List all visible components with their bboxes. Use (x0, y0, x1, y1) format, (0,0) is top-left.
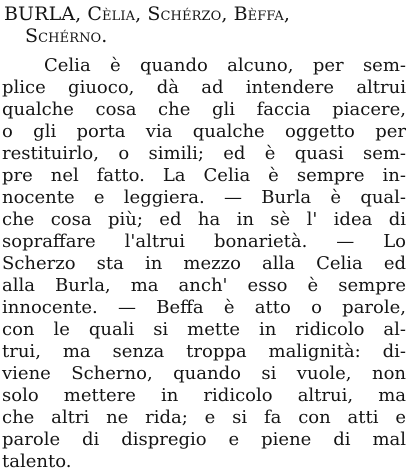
paragraph-line: Scherzo sta in mezzo alla Celia ed (2, 253, 406, 274)
heading-separator: , (283, 3, 291, 25)
heading-separator: , (135, 3, 148, 25)
paragraph-line: o gli porta via qualche oggetto per (2, 121, 406, 142)
paragraph-line: talento. (2, 451, 72, 472)
paragraph-line: che altri ne rida; e si fa con atti e (2, 407, 406, 428)
heading-word-beffa: Bèffa (233, 3, 284, 25)
paragraph-line: parole di dispregio e piene di mal (2, 429, 406, 450)
paragraph-line: plice giuoco, dà ad intendere altrui (2, 77, 406, 98)
paragraph-line: nocente e leggiera. — Burla è qual- (2, 187, 406, 208)
paragraph-line: trui, ma senza troppa malignità: di- (2, 341, 406, 362)
paragraph-line: qualche cosa che gli faccia piacere, (2, 99, 406, 120)
heading-word-scherzo: Schérzo (147, 3, 222, 25)
heading-separator: , (75, 3, 88, 25)
entry-heading (4, 3, 404, 47)
paragraph-line: restituirlo, o simili; ed è quasi sem- (2, 143, 406, 164)
heading-word-burla: BURLA (4, 3, 76, 25)
heading-word-scherno: Schérno. (25, 25, 108, 47)
paragraph-line: pre nel fatto. La Celia è sempre in- (2, 165, 406, 186)
paragraph-line: alla Burla, ma anch' esso è sempre (2, 275, 406, 296)
heading-separator: , (221, 3, 234, 25)
entry-paragraph (2, 55, 406, 473)
paragraph-line: sopraffare l'altrui bonarietà. — Lo (2, 231, 406, 252)
paragraph-line: solo mettere in ridicolo altrui, ma (2, 385, 406, 406)
paragraph-line: che cosa più; ed ha in sè l' idea di (2, 209, 406, 230)
paragraph-line: viene Scherno, quando si vuole, non (2, 363, 406, 384)
paragraph-line: innocente. — Beffa è atto o parole, (2, 297, 406, 318)
paragraph-line: con le quali si mette in ridicolo al- (2, 319, 406, 340)
paragraph-line: Celia è quando alcuno, per sem- (44, 55, 406, 76)
heading-word-celia: Cèlia (87, 3, 136, 25)
